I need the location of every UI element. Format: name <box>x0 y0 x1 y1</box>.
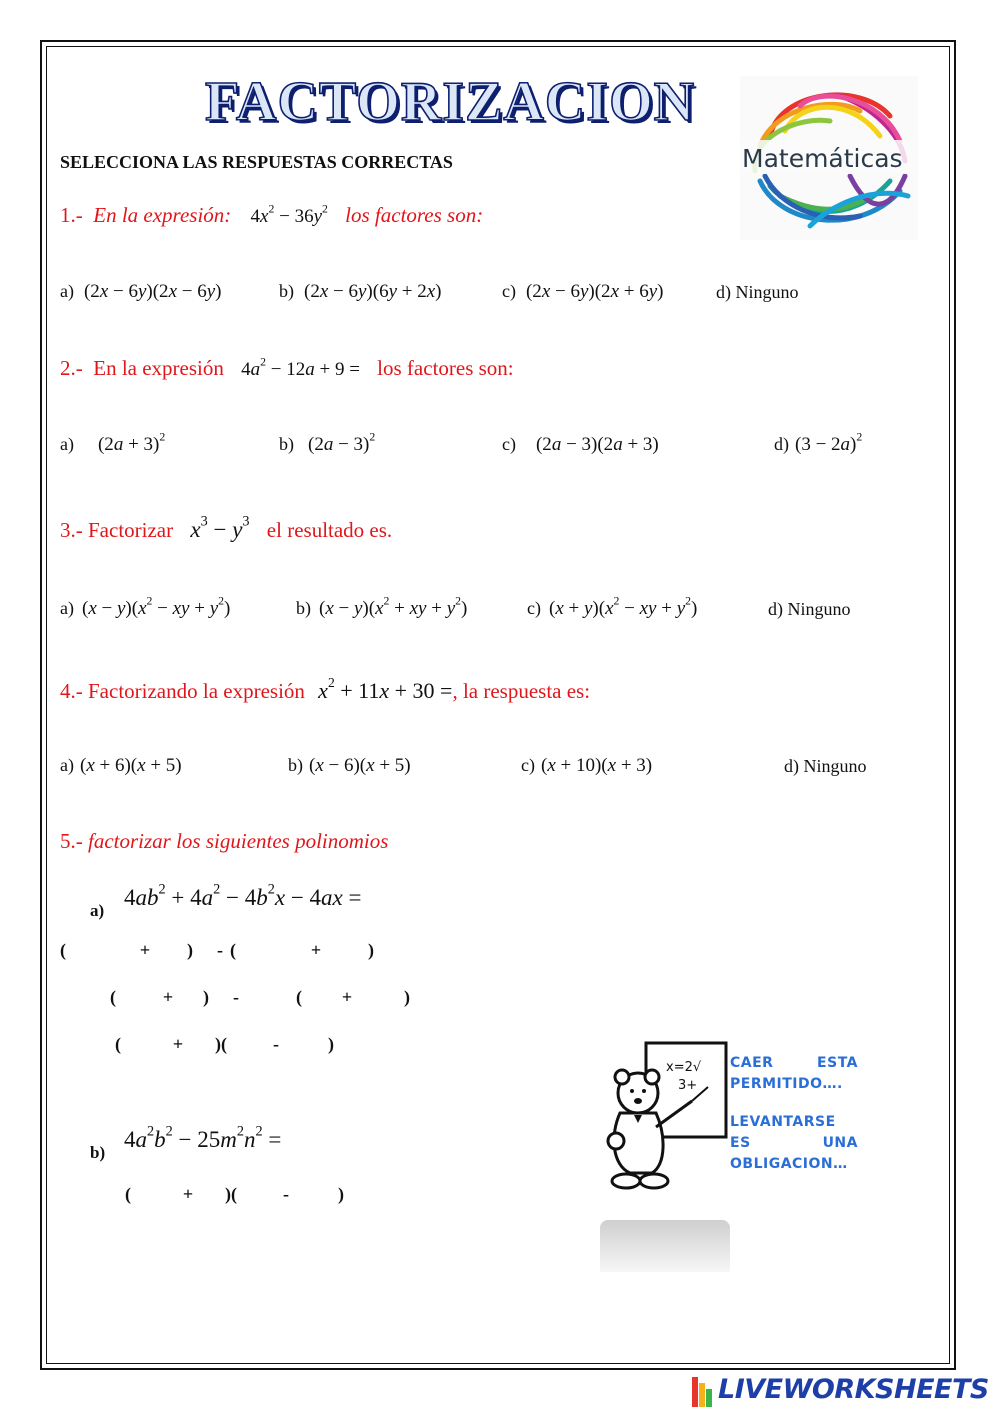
q1-text-before: En la expresión: <box>93 203 232 227</box>
q1-option-d[interactable]: d) Ninguno <box>716 282 799 302</box>
q3-number: 3.- <box>60 518 83 542</box>
q2-option-c[interactable]: c) (2a − 3)(2a + 3) <box>502 434 659 455</box>
q2-number: 2.- <box>60 356 83 380</box>
q3-option-b[interactable]: b) $(x - y)(x^2$ + xy + $y^2$) <box>296 594 468 619</box>
question-4 <box>60 675 591 704</box>
question-1 <box>60 203 483 228</box>
gray-answer-box[interactable] <box>600 1220 730 1272</box>
paren-open: ( <box>60 940 66 960</box>
motivational-note-2: LEVANTARSE ES UNA OBLIGACION… <box>730 1114 858 1172</box>
matematicas-logo <box>740 76 918 240</box>
bear-icon <box>600 1035 730 1215</box>
q5-part-a-label: a) <box>90 901 105 920</box>
q1-option-b[interactable]: b) (2x − 6y)(6y + 2x) <box>279 281 442 302</box>
q2-option-a[interactable]: a) $(2a + 3)^2$ <box>60 430 166 455</box>
q3-option-d[interactable]: d) Ninguno <box>768 599 851 619</box>
question-5 <box>60 829 388 854</box>
q5-part-b-label: b) <box>90 1143 106 1162</box>
svg-text:x=2√: x=2√ <box>666 1060 702 1075</box>
page-title: FACTORIZACION <box>205 71 696 133</box>
svg-text:3+: 3+ <box>678 1078 698 1093</box>
q1-expression: $4x^2 - 36y^2$ <box>250 202 328 227</box>
q4-text-before: Factorizando la expresión <box>88 679 305 703</box>
q5a-answer-row-2[interactable]: ( + ) - ( + ) <box>110 987 410 1007</box>
q2-expression: $4a^2 - 12a + 9$ = <box>241 355 360 380</box>
q5-text: factorizar los siguientes polinomios <box>88 829 389 853</box>
q2-option-d[interactable]: d) $(3 - 2a)^2$ <box>774 430 863 455</box>
q4-number: 4.- <box>60 679 83 703</box>
bear-teacher-illustration <box>600 1035 730 1215</box>
q2-text-after: los factores son: <box>377 356 514 380</box>
q5-part-a-expression: $4ab^2 + 4a^2 - 4b^2x - 4ax$ = <box>124 881 362 910</box>
q3-expression: $x^3 - y^3$ <box>190 513 250 542</box>
q5-number: 5.- <box>60 829 83 853</box>
q1-text-after: los factores son: <box>345 203 484 227</box>
instruction: SELECCIONA LAS RESPUESTAS CORRECTAS <box>60 152 453 172</box>
q2-option-b[interactable]: b) $(2a - 3)^2$ <box>279 430 376 455</box>
q5a-answer-row-1[interactable]: ( + ) - ( + ) <box>60 940 374 960</box>
q4-expression: $x^2 + 11x + 30$ = <box>318 675 453 703</box>
q3-text-before: Factorizar <box>88 518 174 542</box>
q1-option-c[interactable]: c) (2x − 6y)(2x + 6y) <box>502 281 664 302</box>
q5-part-b-expression: $4a^2b^2 - 25m^2n^2$ = <box>124 1123 282 1152</box>
question-2 <box>60 356 514 381</box>
q1-option-a[interactable]: a) (2x − 6y)(2x − 6y) <box>60 281 222 302</box>
q3-text-after: el resultado es. <box>266 518 393 542</box>
q4-option-b[interactable]: b) (x − 6)(x + 5) <box>288 755 411 776</box>
q4-option-a[interactable]: a) (x + 6)(x + 5) <box>60 755 182 776</box>
question-3 <box>60 513 393 543</box>
q5a-answer-row-3[interactable]: ( + )( - ) <box>115 1034 334 1054</box>
q1-number: 1.- <box>60 203 83 227</box>
q3-option-a[interactable]: a) $(x - y)(x^2$ − xy + $y^2$) <box>60 594 231 619</box>
q4-option-c[interactable]: c) (x + 10)(x + 3) <box>521 755 653 776</box>
q2-text-before: En la expresión <box>93 356 224 380</box>
q3-option-c[interactable]: c) $(x + y)(x^2$ − xy + $y^2$) <box>527 594 698 619</box>
q5b-answer-row[interactable]: ( + )( - ) <box>125 1184 344 1204</box>
liveworksheets-logo-icon <box>692 1377 714 1407</box>
liveworksheets-footer[interactable]: LIVEWORKSHEETS <box>718 1374 989 1405</box>
q4-option-d[interactable]: d) Ninguno <box>784 756 867 776</box>
motivational-note-1: CAER ESTA PERMITIDO…. <box>730 1055 858 1092</box>
logo-text: Matemáticas <box>742 144 903 173</box>
q4-text-after: , la respuesta es: <box>452 679 591 703</box>
